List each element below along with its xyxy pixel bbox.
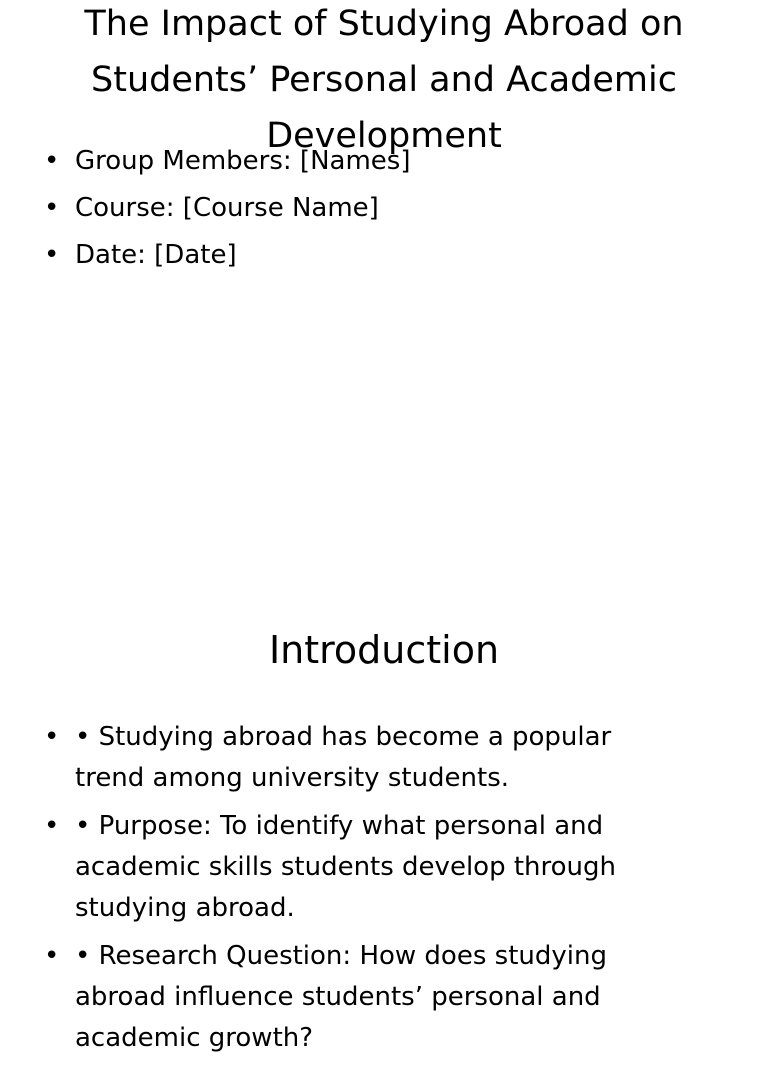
bullet-text: Course: [Course Name] (75, 193, 379, 223)
bullet-list (44, 717, 664, 1066)
slide-title: Introduction (268, 628, 500, 672)
list-item (44, 936, 664, 1059)
bullet-list (44, 141, 664, 282)
bullet-text: • Research Question: How does studying abroad influence students’ personal and academic growth? (75, 941, 607, 1053)
introduction-slide (0, 576, 768, 1053)
bullet-text: • Studying abroad has become a popular trend among university students. (75, 722, 612, 793)
bullet-marker: • (44, 722, 60, 752)
bullet-marker: • (44, 146, 60, 176)
bullet-marker: • (44, 811, 60, 841)
list-item (44, 806, 664, 929)
bullet-marker: • (44, 193, 60, 223)
list-item (44, 717, 664, 799)
list-item (44, 235, 664, 275)
bullet-text: Date: [Date] (75, 240, 237, 270)
list-item (44, 141, 664, 181)
bullet-marker: • (44, 941, 60, 971)
list-item (44, 188, 664, 228)
bullet-marker: • (44, 240, 60, 270)
bullet-text: Group Members: [Names] (75, 146, 411, 176)
slide-title: The Impact of Studying Abroad on Students’ Personal and Academic Development (84, 4, 684, 156)
bullet-text: • Purpose: To identify what personal and academic skills students develop through studying abroad. (75, 811, 616, 923)
